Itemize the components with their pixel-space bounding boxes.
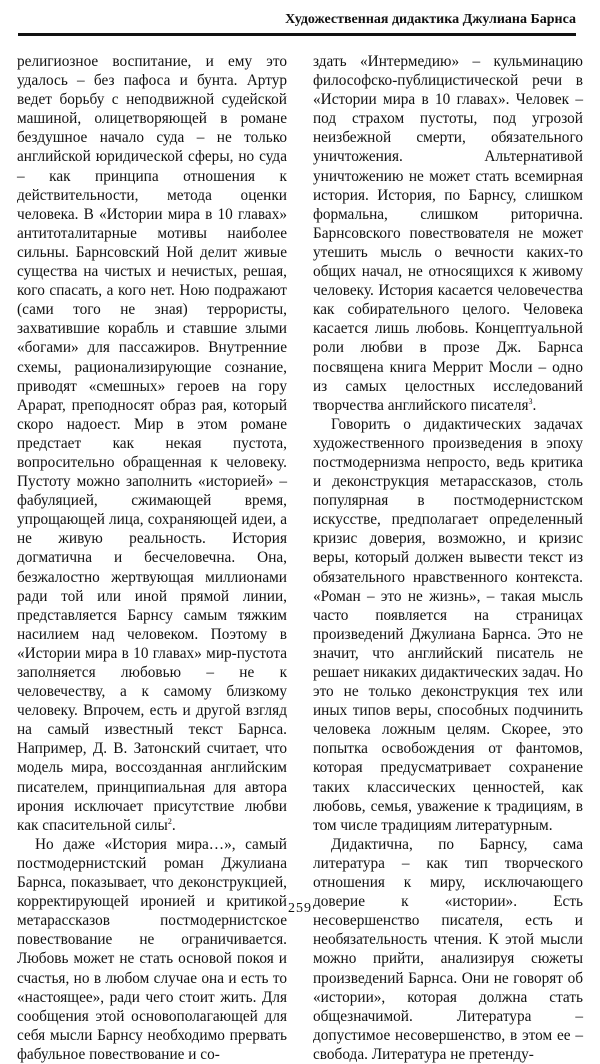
paragraph: Но даже «История мира…», самый постмодернистский роман Джулиана Барнса, показывает, что деконструкцией, корректирующей иронией и критикой метарассказов постмодернистское повествование не ограничивается. Любовь может не стать основой покоя и счастья, но в любом случае она и есть то «настоящее», ради чего стоит жить. Для сообщения этой основополагающей для себя мысли Барнсу необходимо прервать фабульное повествование и со-	[17, 835, 287, 1063]
paragraph-text: религиозное воспитание, и ему это удалось – без пафоса и бунта. Артур ведет борьбу с неподвижной судейской машиной, олицетворяющей в романе бездушное начало суда – не только английской юридической сферы, но суда – как принципа отношения к действительности, метода оценки человека. В «Истории мира в 10 главах» антитоталитарные мотивы наиболее сильны. Барнсовский Ной делит живые существа на чистых и нечистых, решая, кого спасать, а кого нет. Ною подражают (сами того не зная) террористы, захватившие корабль и ставшие злыми «богами» для пассажиров. Внутренние схемы, рационализирующие сознание, приводят «смешных» героев на гору Арарат, преподносят образ рая, который скоро надоест. Мир в этом романе предстает как некая пустота, вопросительно обращенная к человеку. Пустоту можно заполнить «историей» – фабуляцией, сжимающей время, упрощающей лица, сохраняющей идеи, а не живую реальность. История догматична и бесчеловечна. Она, безжалостно жертвующая миллионами ради той или иной прямой линии, представляется Барнсу самым тяжким насилием над человеком. Поэтому в «Истории мира в 10 главах» мир-пустота заполняется любовью – не к человечеству, а к самому близкому человеку. Впрочем, есть и другой взгляд на самый известный текст Барнса. Например, Д. В. Затонский считает, что модель мира, воссозданная английским писателем, принципиальная для автора ирония исключает присутствие любви как спасительной силы	[17, 53, 287, 834]
paragraph	[313, 52, 583, 415]
paragraph: религиозное воспитание, и ему это удалось – без пафоса и бунта. Артур ведет борьбу с неподвижной судейской машиной, олицетворяющей в романе бездушное начало суда – не только английской юридической сферы, но суда – как принципа отношения к действительности, метода оценки человека. В «Истории мира в 10 главах» антитоталитарные мотивы наиболее сильны. Барнсовский Ной делит живые существа на чистых и нечистых, решая, кого спасать, а кого нет. Ною подражают (сами того не зная) террористы, захватившие корабль и ставшие злыми «богами» для пассажиров. Внутренние схемы, рационализирующие сознание, приводят «смешных» героев на гору Арарат, преподносят образ рая, который скоро надоест. Мир в этом романе предстает как некая пустота, вопросительно обращенная к человеку. Пустоту можно заполнить «историей» – фабуляцией, сжимающей время, упрощающей лица, сохраняющей идеи, а не живую реальность. История догматична и бесчеловечна. Она, безжалостно жертвующая миллионами ради той или иной прямой линии, представляется Барнсу самым тяжким насилием над человеком. Поэтому в «Истории мира в 10 главах» мир-пустота заполняется любовью – не к человечеству, а к самому близкому человеку. Впрочем, есть и другой взгляд на самый известный текст Барнса. Например, Д. В. Затонский считает, что модель мира, воссозданная английским писателем, принципиальная для автора ирония исключает присутствие любви как спасительной силы$^2$.	[17, 53, 287, 834]
paragraph-text: здать «Интермедию» – кульминацию философско-публицистической речи в «Истории мира в 10 главах». Человек – под страхом пустоты, под угрозой неизбежной смерти, обязательного уничтожения. Альтернативой уничтожению не может стать всемирная история. История, по Барнсу, слишком формальна, слишком риторична. Барнсовского повествователя не может утешить мысль о вечности каких-то общих начал, не относящихся к живому человеку. История касается человечества как собирательного целого. Человека касается лишь любовь. Концептуальной роли любви в прозе Дж. Барнса посвящена книга Меррит Мосли – одно из самых целостных исследований творчества английского писателя	[313, 53, 583, 414]
paragraph-end: .	[532, 396, 537, 414]
header-rule	[18, 33, 576, 36]
paragraph: Говорить о дидактических задачах художественного произведения в эпоху постмодернизма непросто, ведь критика и деконструкция метарассказов, столь популярная в постмодернистском искусстве, предполагает определенный кризис доверия, возможно, и кризис веры, который должен вывести текст из обязательного нравственного контекста. «Роман – это не жизнь», – такая мысль часто появляется на страницах произведений Джулиана Барнса. Это не значит, что английский писатель не решает никаких дидактических задач. Но это не только деконструкция тех или иных типов веры, способных подчинить человека ложным целям. Скорее, это попытка освобождения от фантомов, которая предусматривает сохранение таких классических ценностей, как любовь, семья, уважение к традициям, в том числе традициям литературным.	[313, 415, 583, 834]
running-head: Художественная дидактика Джулиана Барнса	[285, 12, 576, 27]
footnote-marker: 2	[167, 816, 172, 826]
paragraph: Дидактична, по Барнсу, сама литература – как тип творческого отношения к миру, исключающего доверие к «истории». Есть несовершенство писателя, есть и необязательность чтения. К этой мысли можно прийти, анализируя сюжеты произведений Барнса. Они не говорят об «истории», которая должна стать общезначимой. Литература – допустимое несовершенство, в этом ее – свобода. Литература не претенду-	[313, 835, 583, 1063]
page-number: 259	[288, 901, 312, 916]
footnote-marker: 3	[528, 396, 533, 406]
